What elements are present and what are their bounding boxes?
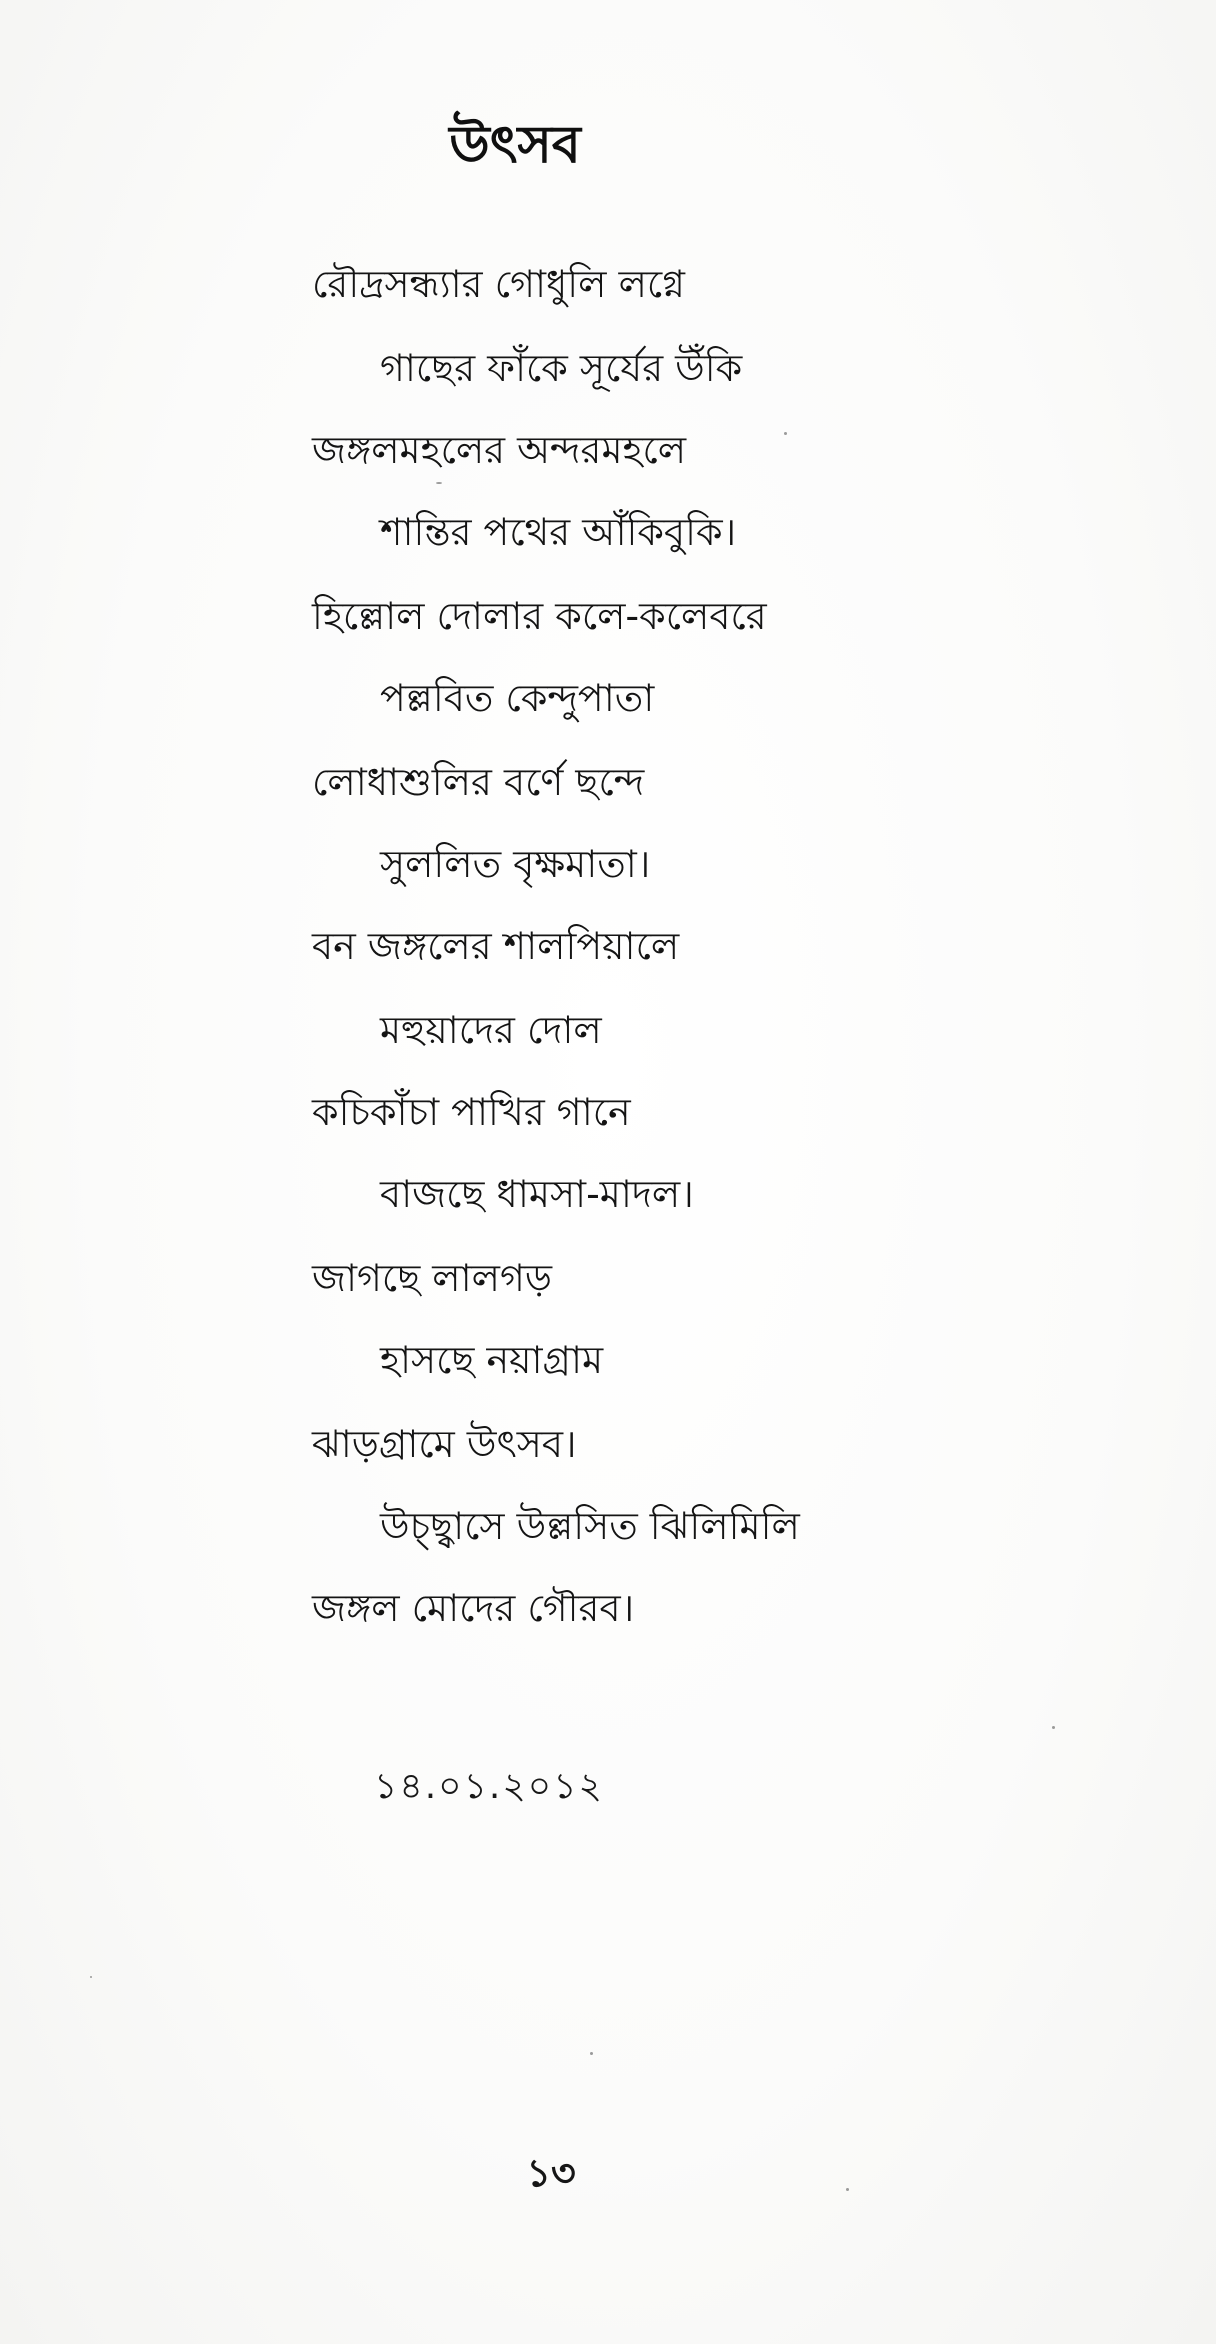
paper-speck bbox=[1052, 1726, 1055, 1729]
poem-line: রৌদ্রসন্ধ্যার গোধুলি লগ্নে bbox=[312, 262, 685, 306]
paper-speck bbox=[846, 2188, 849, 2191]
poem-title: উৎসব bbox=[449, 115, 581, 175]
paper-speck bbox=[436, 482, 442, 484]
poem-line: কচিকাঁচা পাখির গানে bbox=[312, 1090, 631, 1134]
poem-line: সুললিত বৃক্ষমাতা। bbox=[380, 842, 651, 886]
paper-speck bbox=[90, 1976, 92, 1978]
poem-line: হাসছে নয়াগ্রাম bbox=[380, 1338, 604, 1382]
poem-line: পল্লবিত কেন্দুপাতা bbox=[380, 676, 655, 720]
poem-line: বন জঙ্গলের শালপিয়ালে bbox=[312, 924, 680, 968]
poem-line: জাগছে লালগড় bbox=[312, 1256, 552, 1300]
poem-line: উচ্ছ্বাসে উল্লসিত ঝিলিমিলি bbox=[380, 1504, 800, 1548]
poem-line: গাছের ফাঁকে সূর্যের উঁকি bbox=[380, 346, 743, 390]
paper-speck bbox=[784, 432, 787, 435]
poem-line: বাজছে ধামসা-মাদল। bbox=[380, 1172, 694, 1216]
poem-line: জঙ্গলমহলের অন্দরমহলে bbox=[312, 428, 687, 472]
poem-line: শান্তির পথের আঁকিবুকি। bbox=[380, 510, 737, 554]
paper-speck bbox=[590, 2052, 593, 2055]
poem-line: ঝাড়গ্রামে উৎসব। bbox=[312, 1422, 577, 1466]
poem-line: জঙ্গল মোদের গৌরব। bbox=[312, 1586, 635, 1630]
poem-line: মহুয়াদের দোল bbox=[380, 1008, 602, 1052]
poem-date: ১৪.০১.২০১২ bbox=[374, 1766, 604, 1807]
poem-line: হিল্লোল দোলার কলে-কলেবরে bbox=[312, 594, 767, 638]
page-number: ১৩ bbox=[526, 2151, 576, 2195]
poem-line: লোধাশুলির বর্ণে ছন্দে bbox=[312, 760, 645, 804]
